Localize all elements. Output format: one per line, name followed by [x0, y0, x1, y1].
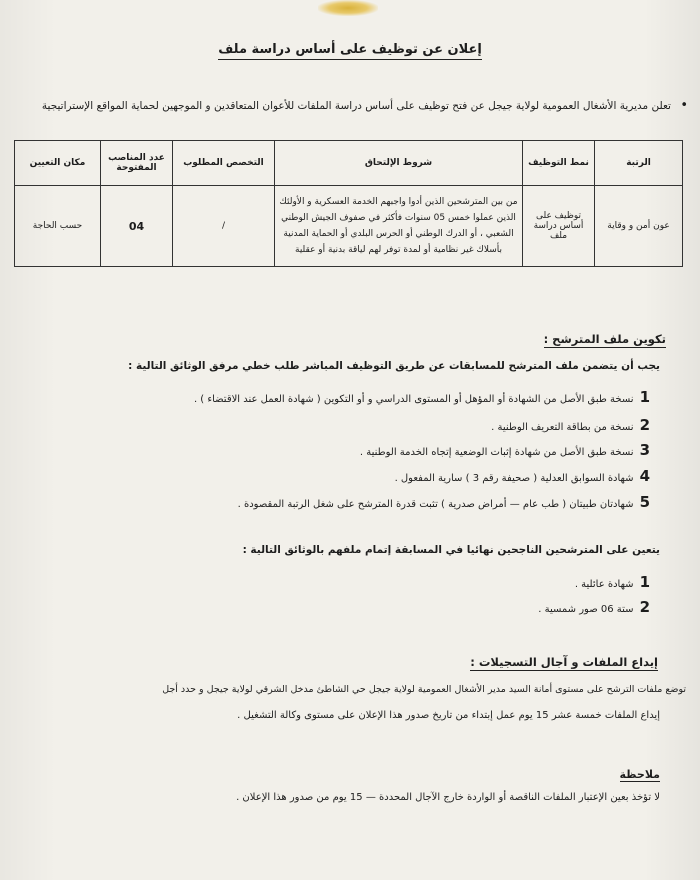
- bullet-icon: •: [680, 98, 688, 113]
- header-conditions: شروط الإلتحاق: [275, 141, 523, 186]
- header-specialty: التخصص المطلوب: [173, 141, 275, 186]
- table-header-row: [15, 141, 683, 186]
- header-positions: عدد المناصب المفتوحة: [101, 141, 173, 186]
- cell-positions: 04: [101, 186, 173, 267]
- cell-specialty: /: [173, 186, 275, 267]
- item-number: 4: [639, 467, 650, 485]
- list-item: [395, 467, 650, 485]
- intro-paragraph: [0, 98, 688, 113]
- item-text: نسخة من بطاقة التعريف الوطنية .: [491, 422, 634, 433]
- note-heading: [620, 768, 660, 781]
- note-text: لا تؤخذ بعين الإعتبار الملفات الناقصة أو الواردة خارج الآجال المحددة — 15 يوم من صدور هذا الإعلان .: [236, 792, 660, 803]
- list-item: [360, 441, 650, 459]
- title-text: إعلان عن توظيف على أساس دراسة ملف: [218, 42, 482, 60]
- deposit-line-1: توضع ملفات الترشح على مستوى أمانة السيد مدير الأشغال العمومية لولاية جيجل حي الشاطئ مدخل الشرقي لولاية جيجل و حدد أجل: [162, 684, 686, 695]
- item-number: 2: [639, 416, 650, 434]
- cell-conditions: من بين المترشحين الذين أدوا واجبهم الخدمة العسكرية و الأولئك الذين عملوا خمس 05 سنوات فأكثر في صفوف الجيش الوطني الشعبي ، أو الدرك الوطني أو الحرس البلدي أو الحماية المدنية بأسلاك غير نظامية أو لمدة توفر لهم لياقة بدنية أو عقلية: [275, 186, 523, 267]
- header-pattern: نمط التوظيف: [523, 141, 595, 186]
- deposit-line-2: إيداع الملفات خمسة عشر 15 يوم عمل إبتداء من تاريخ صدور هذا الإعلان على مستوى وكالة التشغيل .: [237, 710, 660, 721]
- deposit-heading-text: إيداع الملفات و آجال التسجيلات :: [470, 655, 658, 669]
- file-heading-text: تكوين ملف المترشح :: [543, 332, 666, 346]
- positions-table: [14, 140, 683, 267]
- item-text: نسخة طبق الأصل من الشهادة أو المؤهل أو المستوى الدراسي و أو التكوين ( شهادة العمل عند الاقتضاء ) .: [193, 394, 634, 405]
- cell-place: حسب الحاجة: [15, 186, 101, 267]
- item-number: 1: [639, 388, 650, 406]
- list-item: [491, 416, 650, 434]
- item-text: شهادتان طبيتان ( طب عام — أمراض صدرية ) تثبت قدرة المترشح على شغل الرتبة المقصودة .: [237, 499, 634, 510]
- cell-pattern: توظيف على أساس دراسة ملف: [523, 186, 595, 267]
- item-number: 3: [639, 441, 650, 459]
- document-title: [150, 42, 550, 57]
- cell-rank: عون أمن و وقاية: [595, 186, 683, 267]
- item-number: 2: [639, 598, 650, 616]
- header-place: مكان التعيين: [15, 141, 101, 186]
- item-number: 5: [639, 493, 650, 511]
- file-section-heading: [544, 332, 666, 346]
- table-row: [15, 186, 683, 267]
- item-text: ستة 06 صور شمسية .: [538, 604, 634, 615]
- deposit-section-heading: [470, 655, 658, 669]
- file-section-intro: يجب أن يتضمن ملف المترشح للمسابقات عن طريق التوظيف المباشر طلب خطي مرفق الوثائق التالية :: [128, 360, 660, 372]
- list-item: [194, 388, 650, 406]
- note-heading-text: ملاحظة: [619, 768, 660, 781]
- list-item: [575, 573, 650, 591]
- item-number: 1: [639, 573, 650, 591]
- item-text: شهادة السوابق العدلية ( صحيفة رقم 3 ) سارية المفعول .: [394, 473, 634, 484]
- header-rank: الرتبة: [595, 141, 683, 186]
- item-text: شهادة عائلية .: [574, 579, 634, 590]
- list-item: [238, 493, 650, 511]
- intro-text: تعلن مديرية الأشغال العمومية لولاية جيجل عن فتح توظيف على أساس دراسة الملفات للأعوان المتعاقدين و الموجهين لحماية المواقع الإستراتيجية: [41, 100, 671, 112]
- item-text: نسخة طبق الأصل من شهادة إثبات الوضعية إتجاه الخدمة الوطنية .: [359, 447, 634, 458]
- tape-stain: [318, 0, 378, 16]
- list-item: [538, 598, 650, 616]
- success-section-intro: يتعين على المترشحين الناجحين نهائيا في المسابقة إتمام ملفهم بالوثائق التالية :: [242, 544, 660, 556]
